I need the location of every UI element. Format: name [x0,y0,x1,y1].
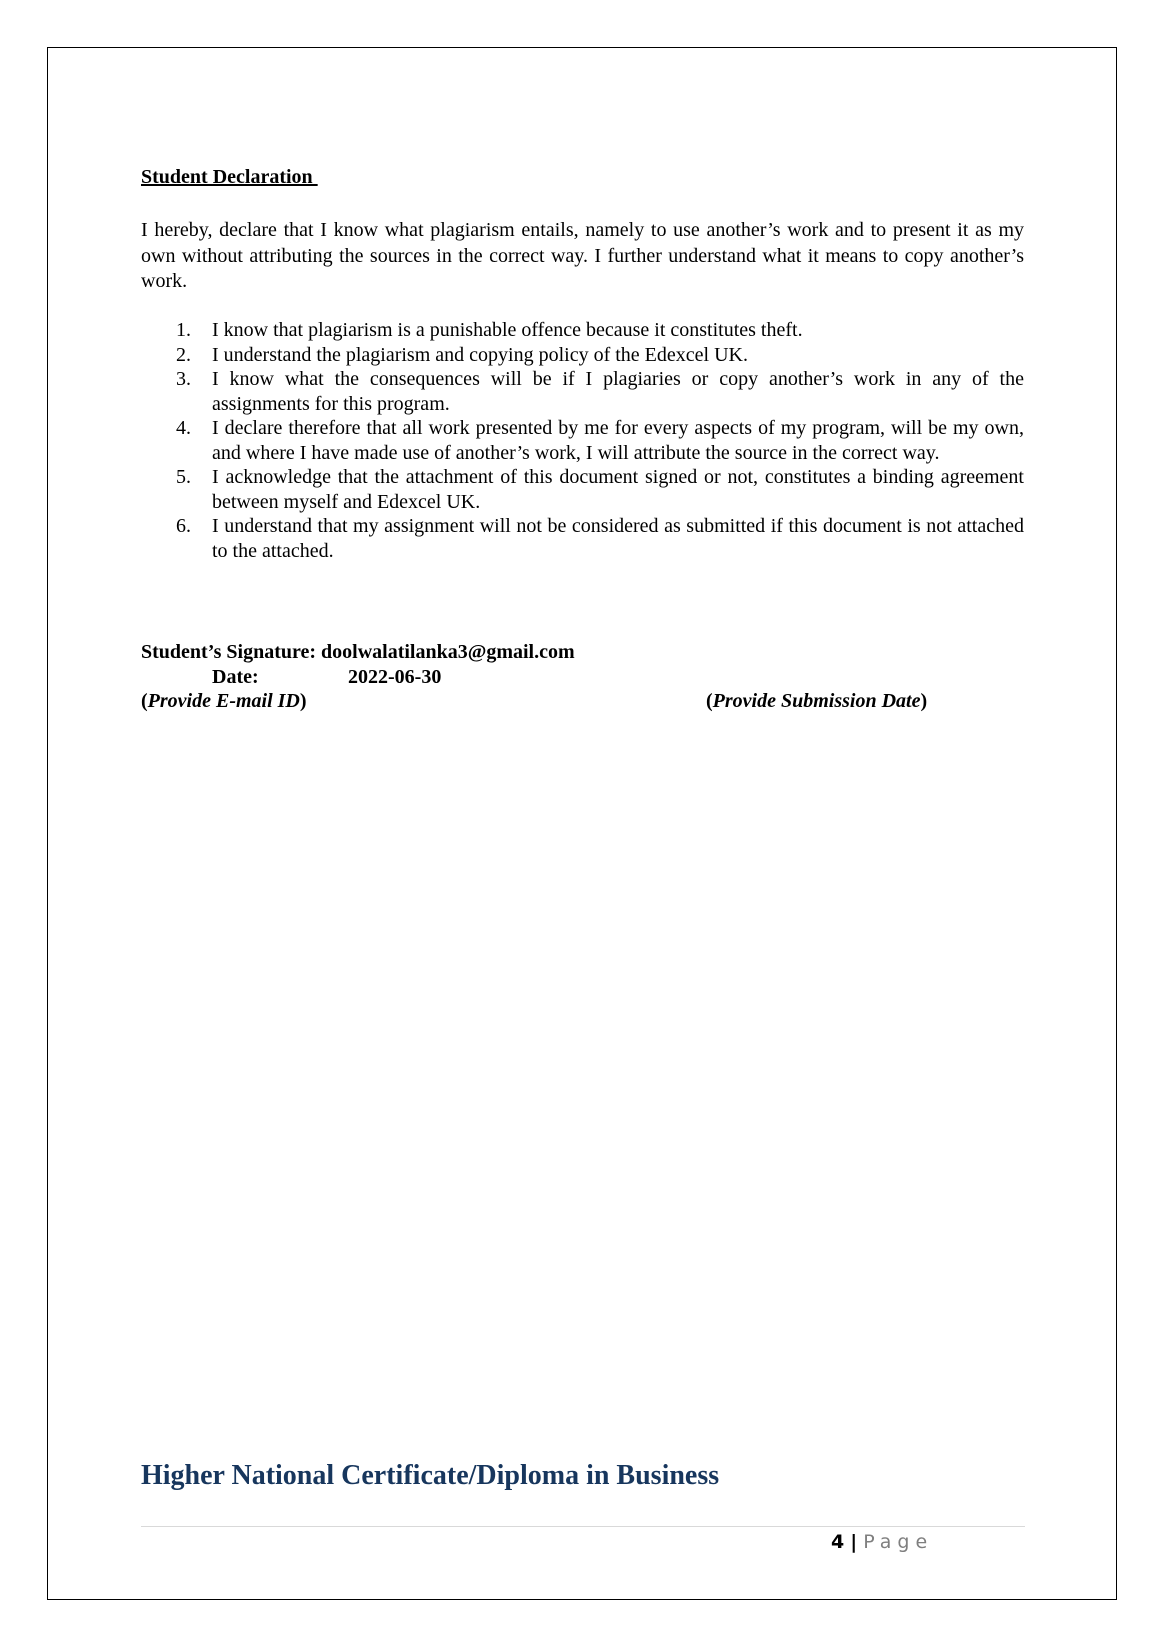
email-hint: (Provide E-mail ID) [141,690,307,712]
declaration-heading: Student Declaration [141,166,318,188]
date-hint: (Provide Submission Date) [706,690,928,712]
list-item-text: I understand that my assignment will not be considered as submitted if this document is not attached to the attached. [212,515,1024,562]
list-item [141,367,1024,416]
list-item [141,514,1024,563]
list-item-number: 1. [176,319,191,341]
list-item-text: I know what the consequences will be if I plagiaries or copy another’s work in any of the assignments for this program. [212,368,1024,415]
list-item [141,318,1024,343]
date-line [212,665,442,689]
footer-title: Higher National Certificate/Diploma in Business [141,1460,720,1491]
list-item-text: I understand the plagiarism and copying policy of the Edexcel UK. [212,343,748,366]
date-value: 2022-06-30 [348,666,442,688]
declaration-list [141,318,1024,563]
page-word: Page [863,1531,934,1553]
list-item [141,416,1024,465]
email-hint-text: Provide E-mail ID [147,690,300,712]
date-hint-text: Provide Submission Date [712,690,921,712]
footer-divider [141,1526,1025,1527]
declaration-intro: I hereby, declare that I know what plagiarism entails, namely to use another’s work and to present it as my own without attributing the sources in the correct way. I further understand what it means to copy another’s work. [141,219,1024,292]
list-item-number: 3. [176,368,191,390]
page-number [831,1530,933,1554]
list-item [141,465,1024,514]
list-item [141,343,1024,368]
signature-value: doolwalatilanka3@gmail.com [321,641,575,663]
signature-label: Student’s Signature: [141,641,317,663]
page-number-value: 4 [831,1531,845,1553]
list-item-number: 4. [176,417,191,439]
list-item-number: 5. [176,466,191,488]
list-item-text: I know that plagiarism is a punishable offence because it constitutes theft. [212,319,803,341]
signature-line [141,640,575,664]
list-item-number: 6. [176,515,191,537]
date-label: Date: [212,666,259,688]
page-number-separator: | [850,1531,858,1553]
list-item-number: 2. [176,343,191,366]
list-item-text: I declare therefore that all work presented by me for every aspects of my program, will be my own, and where I have made use of another’s work, I will attribute the source in the correct way. [212,417,1024,464]
list-item-text: I acknowledge that the attachment of this document signed or not, constitutes a binding agreement between myself and Edexcel UK. [212,466,1024,513]
